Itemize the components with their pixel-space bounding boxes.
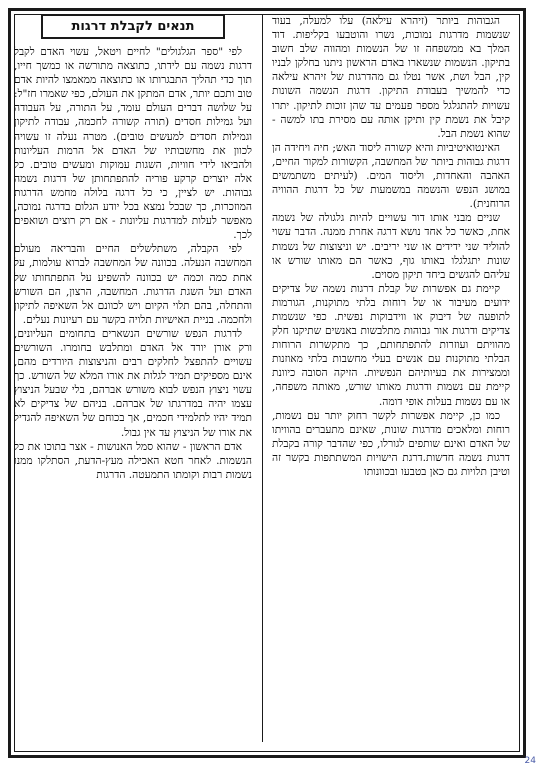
left-column	[272, 14, 510, 742]
right-column-paragraph-1: לפי "ספר הגלגולים" לחיים ויטאל, עשוי האדם לקבל דרגות נשמה עם לידתו, כתוצאה מתורשה או כמשך חייו, תוך כדי תהליך התבגרותו או כתוצאה ממאמצו להיות אדם טוב ותכם יותר, אדם המתקן את העולם, כפי שאמרו חז"ל: על שלושה דברים העולם עומד, על התורה, על העבודה ועל גמילות חסדים (תורה קשורה לחכמה, עבודה לתיקון וגמילות חסדים למעשים טובים). מטרה נעלה זו עשויה לכוון את מחשבותיו של האדם אל הרמות העליונות ולהביאו לידי חוויות, השגות עמוקות ומעשים טובים. כל אלה יוצרים קרקע פוריה להתפתחותן של דרגות נשמה גבוהות. יש לציין, כי כל דרגה בלולה מחמש הדרגות המוזכרות, כך שבכל נמצא בכל יודע הגלום בדרגה נמוכה, מאפשר לעלות למדרגות עליונות - אם רק רוצים ושואפים לכך.	[14, 46, 252, 242]
left-column-paragraph-1: הגבוהות ביותר (זיהרא עילאה) עלו למעלה, בעוד שנשמות מדרגות נמוכות, נשרו והוטבעו בקליפות. דוד המלך בא ממשפחה זו של הנשמות ומהווה שלב חשוב בתיקון. הנשמות שנשארו באדם הראשון ניתנו בחלקן לבניו קין, הבל ושת, אשר נטלו גם מהדרגות של זיהרא עילאה כדי להמשיך בעבודת התיקון. דרגות הנשמה השונות עשויות להתגלגל מספר פעמים עד שהן זוכות לתיקון. יתרו קיבל את נשמת קין ותיקן אותה עם מסירת בתו למשה - שהוא נשמת הבל.	[272, 15, 510, 140]
left-column-paragraph-2: האינטואיטיביות והיא קשורה ליסוד האש; חיה ויחידה הן דרגות גבוהות ביותר של המחשבה, הקשורות למקור החיים, האהבה והאחדות, וליסוד המים. (לעיתים משתמשים במושג הנפש והנשמה במשמעות של כל דרגות ההוויה הרוחנית).	[272, 141, 510, 211]
left-column-paragraph-3: שניים מבני אותו דור עשויים להיות גלגולה של נשמה אחת, כאשר כל אחד נושא דרגה אחרת ממנה. הדבר עשוי להוליד שני ידידים או שני יריבים. יש וניצוצות של נשמות שונות יתגלגלו באותו גוף, כאשר הם מאותו שורש או עליהם להגשים ביחד תיקון מסוים.	[272, 212, 510, 281]
page-number: 24	[524, 756, 536, 766]
article-headline: תנאים לקבלת דרגות	[41, 14, 225, 39]
right-column-paragraph-4: אדם הראשון - שהוא סמל האנושות - אצר בתוכו את כל הנשמות. לאחר חטא האכילה מעץ-הדעת, הסתלקו ממנו נשמות רבות וקומתו התמעטה. הדרגות	[14, 440, 252, 481]
right-column	[14, 14, 252, 742]
right-column-paragraph-3: לדרגות הנפש שורשים הנשארים בתחומים העליונים, ורק אורן יורד אל האדם ומתלבש בחומרו. השורשים עשויים להתפצל לחלקים רבים והניצוצות היורדים מהם, אינם מספיקים תמיד לגלות את אורו המלא של השורש. כך עשוי ניצוץ הנפש לבוא משורש אברהם, בלי שבעל הניצוץ עצמו יהיה במדרגתו של אברהם. בניהם של צדיקים לא תמיד יהיו לתלמידי חכמים, אך בכוחם של השאיפה להגדיל את אורו של הניצוץ עד אין גבול.	[14, 327, 252, 439]
article-columns	[14, 14, 510, 742]
column-divider	[262, 14, 263, 742]
left-column-paragraph-5: כמו כן, קיימת אפשרות לקשר רחוק יותר עם נשמות, רוחות ומלאכים מדרגות שונות, שאינם מתעברים בהוויתו של האדם ואינם שותפים לגורלו, כפי שהדבר קורה בקבלת דרגות נשמה חדשות.דרגת הישויות המשתתפות בקשר זה וטיבן תלויות גם כאן בטבעו ובכוונותו	[272, 409, 510, 478]
left-column-paragraph-4: קיימת גם אפשרות של קבלת דרגות נשמה של צדיקים ידועים מעיבור או של רוחות בלתי מתוקנות, הגורמות לתופעה של דיבוק או ווידבוקות נפשית. כפי שנשמות צדיקים ודרגות אור גבוהות מתלבשות באנשים שתיקנו חלק מהוויתם ועוזרות להתפתחותם, כך מתקשרות הרוחות הבלתי מתוקנות עם אנשים בעלי מחשבות בלתי מאוזנות וממצירות את בעיותיהם הנפשיות. הזיקה הסובה כיוונת קיימת עם נשמות ודרגות מאותו שורש, מאותה משפחה, או עם נשמות בעלות אופי דומה.	[272, 282, 510, 408]
right-column-paragraph-2: לפי הקבלה, משתלשלים החיים והבריאה מעולם המחשבה הנעלה. בכוונה של המחשבה לברוא עולמות, על אחת כמה וכמה יש בכוונה להשפיע על התפתחותו של האדם ועל השגת הדרגות. המחשבה, הרצון, הם השורש והתחלה, בהם תלוי הקיום ויש לכוונם אל השאיפה לתיקון ולחכמה. בניית האישיות תלויה בקשר עם רעיונות נעלים.	[14, 243, 252, 326]
